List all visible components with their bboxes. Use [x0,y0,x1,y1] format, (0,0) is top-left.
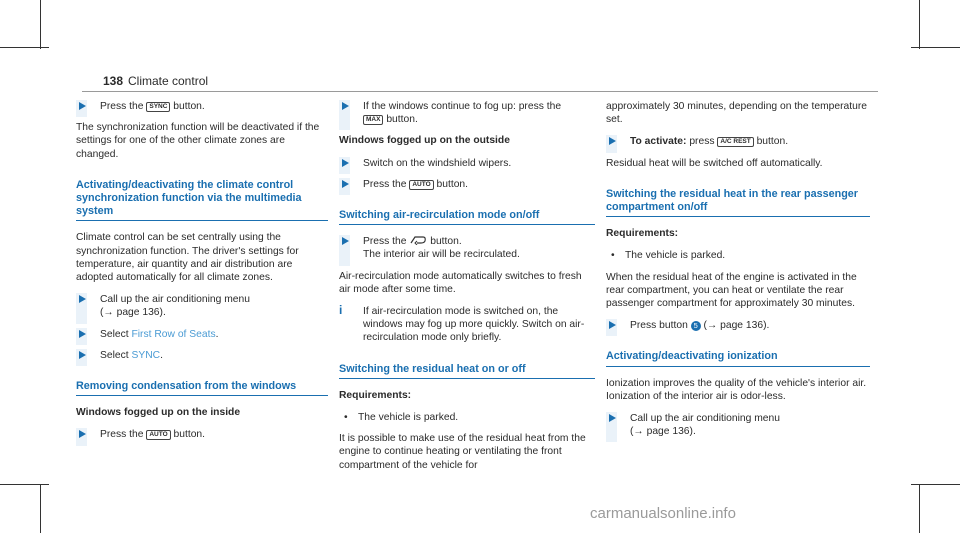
step-call-up-menu: Call up the air conditioning menu (→ page 136). [606,412,870,438]
step-press-auto: Press the AUTO button. [339,178,595,191]
step-call-up-menu: Call up the air conditioning menu (→ page 136). [76,293,328,319]
step-arrow-icon [79,330,86,338]
menu-item-first-row-of-seats: First Row of Seats [131,328,216,340]
crop-mark [0,484,49,485]
max-defrost-button-icon: MAX [363,115,383,125]
watermark: carmanualsonline.info [590,505,736,522]
page-number: 138 [103,74,124,88]
step-arrow-icon [609,414,616,422]
paragraph-recirc-auto-switch: Air-recirculation mode automatically switches to fresh air mode after some time. [339,270,582,295]
paragraph-approx-30-min: approximately 30 minutes, depending on the temperature set. [606,101,868,126]
paragraph-rear-compartment: When the residual heat of the engine is activated in the rear compartment, you can heat or ventilate the rear passenger compartment for approximately 30 minutes. [606,271,857,310]
step-press-button-5: Press button 5 (→ page 136). [606,319,870,332]
info-icon: i [339,303,343,318]
crop-mark [911,484,960,485]
bullet-icon: • [344,412,348,424]
step-select-first-row: Select First Row of Seats. [76,328,328,341]
paragraph-ionization: Ionization improves the quality of the vehicle's interior air. Ionization of the interior air is odor-less. [606,377,867,402]
step-arrow-icon [342,102,349,110]
step-arrow-icon [342,159,349,167]
step-press-max-defrost: If the windows continue to fog up: press the MAX button. [339,100,595,126]
requirement-item: • The vehicle is parked. [344,412,459,424]
heading-air-recirculation: Switching air-recirculation mode on/off [339,209,595,225]
step-arrow-icon [79,430,86,438]
crop-mark [40,484,41,533]
column-2 [339,100,595,481]
column-3 [606,100,870,446]
step-windshield-wipers: Switch on the windshield wipers. [339,157,595,170]
paragraph-central-control: Climate control can be set centrally using the synchronization function. The driver's settings for temperature, air quantity and air distribution are adopted automatically for all climate zones. [76,232,299,284]
header-rule [82,91,878,92]
recirculation-icon [409,235,427,245]
step-arrow-icon [609,137,616,145]
step-arrow-icon [342,180,349,188]
step-press-auto: Press the AUTO button. [76,428,328,441]
crop-mark [40,0,41,49]
requirements-label: Requirements: [339,389,412,401]
heading-ionization: Activating/deactivating ionization [606,350,870,366]
column-1 [76,100,328,450]
note-recirc: i If air-recirculation mode is switched on, the windows may fog up more quickly. Switch on air-recirculation mode only briefly. [339,303,585,344]
step-arrow-icon [79,295,86,303]
step-activate-residual: To activate: press A/C REST button. [606,135,870,148]
page-reference[interactable]: (→ page 136). [100,307,166,319]
paragraph-residual-heat: It is possible to make use of the residual heat from the engine to continue heating or ventilating the front compartment of the vehicle for [339,433,586,471]
step-select-sync: Select SYNC. [76,349,328,362]
menu-item-sync: SYNC [131,349,161,361]
subheading-fogged-outside: Windows fogged up on the outside [339,135,510,147]
heading-residual-heat: Switching the residual heat on or off [339,363,595,379]
requirement-item: • The vehicle is parked. [611,250,726,262]
crop-mark [919,0,920,49]
paragraph-sync-deactivated: The synchronization function will be deactivated if the settings for one of the other climate zones are changed. [76,122,320,160]
auto-button-icon: AUTO [409,180,433,190]
subheading-fogged-inside: Windows fogged up on the inside [76,407,241,419]
page-reference[interactable]: (→ page 136). [630,426,696,438]
crop-mark [919,484,920,533]
sync-button-icon: SYNC [146,102,170,112]
bullet-icon: • [611,250,615,262]
paragraph-auto-off: Residual heat will be switched off automatically. [606,157,823,169]
heading-activating-sync: Activating/deactivating the climate control synchronization function via the multimedia system [76,179,328,222]
crop-mark [0,47,49,48]
step-arrow-icon [609,321,616,329]
requirements-label: Requirements: [606,228,679,240]
heading-removing-condensation: Removing condensation from the windows [76,380,328,396]
auto-button-icon: AUTO [146,430,170,440]
step-arrow-icon [79,102,86,110]
step-press-sync: Press the SYNC button. [76,100,328,113]
step-press-recirculation: Press the button. The interior air will be recirculated. [339,235,595,261]
step-arrow-icon [342,237,349,245]
heading-rear-residual: Switching the residual heat in the rear passenger compartment on/off [606,188,870,217]
crop-mark [911,47,960,48]
ac-rest-button-icon: A/C REST [717,137,753,147]
step-arrow-icon [79,351,86,359]
page-title: Climate control [128,74,209,88]
button-number-badge: 5 [691,321,701,331]
